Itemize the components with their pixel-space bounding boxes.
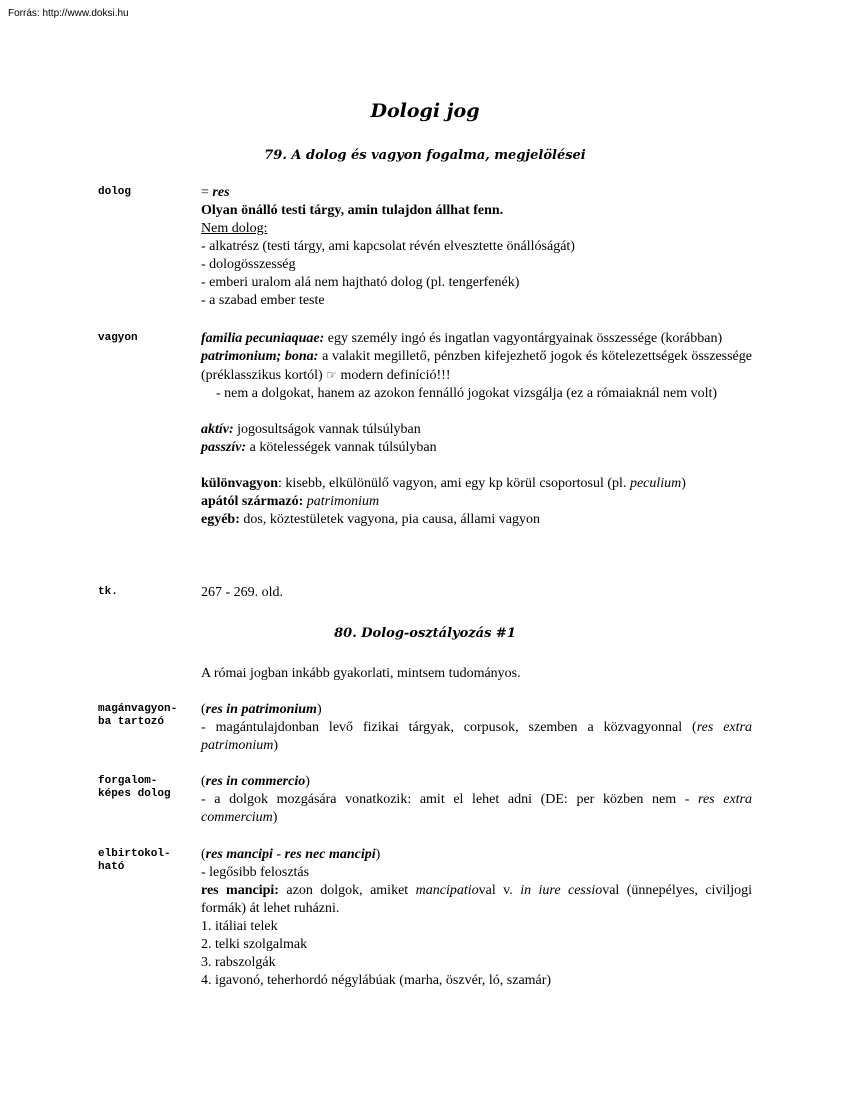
egyeb-line: egyéb: dos, köztestületek vagyona, pia causa, állami vagyon	[201, 512, 541, 527]
term-label: elbirtokol- ható	[98, 848, 171, 873]
section-heading-79: 79. A dolog és vagyon fogalma, megjelölései	[264, 148, 586, 163]
kulonvagyon-line: különvagyon: kisebb, elkülönülő vagyon, ami egy kp körül csoportosul (pl. peculium)	[201, 476, 686, 491]
description: - a dolgok mozgására vonatkozik: amit el lehet adni (DE: per közben nem - res extra commercium)	[201, 792, 752, 825]
section-heading-80: 80. Dolog-osztályozás #1	[334, 626, 516, 641]
passziv-line: passzív: a kötelességek vannak túlsúlyban	[201, 440, 437, 455]
entry-content	[201, 701, 752, 755]
list-item: 2. telki szolgalmak	[201, 937, 308, 952]
latin-term: (res mancipi - res nec mancipi)	[201, 847, 381, 862]
term-label: dolog	[98, 186, 132, 198]
list-item: - a szabad ember teste	[201, 293, 325, 308]
list-item: 4. igavonó, teherhordó négylábúak (marha, öszvér, ló, szamár)	[201, 973, 552, 988]
pointing-hand-icon: ☞	[326, 368, 337, 382]
list-item: - emberi uralom alá nem hajtható dolog (pl. tengerfenék)	[201, 275, 520, 290]
latin-term: (res in commercio)	[201, 774, 310, 789]
list-item: 3. rabszolgák	[201, 955, 276, 970]
entry-content	[201, 773, 752, 827]
source-note: Forrás: http://www.doksi.hu	[8, 8, 129, 19]
familia-paragraph: familia pecuniaquae: egy személy ingó és ingatlan vagyontárgyainak összessége (korábban)	[201, 331, 723, 346]
patrimonium-paragraph: patrimonium; bona: a valakit megillető, pénzben kifejezhető jogok és kötelezettségek összessége (préklasszikus kortól) ☞ modern definíció!!!	[201, 349, 752, 383]
res-mancipi-definition: res mancipi: azon dolgok, amiket mancipatioval v. in iure cessioval (ünnepélyes, civiljogi formák) át lehet ruházni.	[201, 883, 752, 916]
res-word: res	[212, 185, 230, 200]
list-item: - dologösszesség	[201, 257, 296, 272]
entry-content	[201, 330, 752, 529]
entry-content	[201, 846, 752, 990]
aktiv-line: aktív: jogosultságok vannak túlsúlyban	[201, 422, 421, 437]
page-title: Dologi jog	[370, 100, 480, 122]
entry-content	[201, 184, 752, 310]
latin-term: (res in patrimonium)	[201, 702, 322, 717]
list-item: - alkatrész (testi tárgy, ami kapcsolat révén elvesztette önállóságát)	[201, 239, 575, 254]
nem-dolog-heading: Nem dolog:	[201, 221, 268, 236]
term-label: vagyon	[98, 332, 138, 344]
subtitle: - legősibb felosztás	[201, 865, 310, 880]
list-item: 1. itáliai telek	[201, 919, 278, 934]
definition: Olyan önálló testi tárgy, amin tulajdon állhat fenn.	[201, 203, 504, 218]
patrimonium-note: - nem a dolgokat, hanem az azokon fennálló jogokat vizsgálja (ez a rómaiaknál nem volt)	[216, 386, 718, 401]
term-label: tk.	[98, 586, 118, 598]
res-line: = res	[201, 185, 230, 200]
page-reference: 267 - 269. old.	[201, 585, 284, 600]
term-label: forgalom- képes dolog	[98, 775, 171, 800]
apatol-line: apától származó: patrimonium	[201, 494, 380, 509]
entry-content	[201, 584, 752, 602]
description: - magántulajdonban levő fizikai tárgyak, corpusok, szemben a közvagyonnal (res extra patrimonium)	[201, 720, 752, 753]
term-label: magánvagyon- ba tartozó	[98, 703, 178, 728]
intro-text: A római jogban inkább gyakorlati, mintsem tudományos.	[201, 666, 521, 681]
